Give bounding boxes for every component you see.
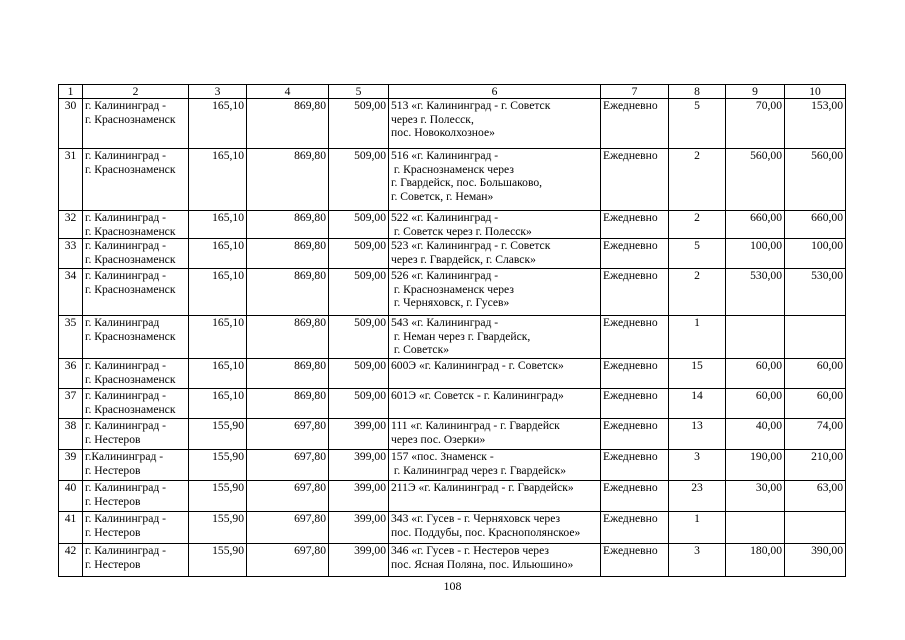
route-description-cell [389, 359, 601, 389]
column-header-10: 10 [785, 85, 846, 99]
column-9-cell: 190,00 [726, 450, 785, 481]
column-5-cell: 509,00 [329, 316, 389, 359]
route-description-cell [389, 99, 601, 149]
origin-destination-cell [83, 269, 189, 316]
column-10-cell [785, 316, 846, 359]
column-4-cell: 869,80 [247, 316, 329, 359]
column-5-cell: 509,00 [329, 389, 389, 419]
column-9-cell: 660,00 [726, 211, 785, 239]
route-description-cell-line: 523 «г. Калининград - г. Советск [391, 239, 551, 253]
schedule-cell: Ежедневно [601, 512, 669, 544]
origin-destination-cell-line: г. Нестеров [85, 525, 141, 539]
schedule-cell: Ежедневно [601, 239, 669, 269]
origin-destination-cell-line: г. Нестеров [85, 432, 141, 446]
route-description-cell-line: 513 «г. Калининград - г. Советск [391, 99, 551, 112]
route-description-cell-line: г. Неман через г. Гвардейск, [391, 329, 531, 343]
origin-destination-cell-line: г.Калининград - [85, 450, 164, 464]
column-9-cell: 530,00 [726, 269, 785, 316]
column-10-cell: 530,00 [785, 269, 846, 316]
column-3-cell: 155,90 [189, 512, 247, 544]
column-9-cell: 100,00 [726, 239, 785, 269]
schedule-cell: Ежедневно [601, 211, 669, 239]
route-description-cell-line: г. Калининград через г. Гвардейск» [391, 463, 567, 477]
origin-destination-cell-line: г. Калининград [85, 316, 160, 330]
route-description-cell [389, 239, 601, 269]
column-5-cell: 399,00 [329, 450, 389, 481]
column-3-cell: 155,90 [189, 481, 247, 512]
row-number-cell: 30 [59, 99, 83, 149]
column-8-cell: 1 [669, 512, 726, 544]
origin-destination-cell-line: г. Калининград - [85, 389, 167, 403]
schedule-cell: Ежедневно [601, 269, 669, 316]
column-9-cell: 70,00 [726, 99, 785, 149]
origin-destination-cell-line: г. Нестеров [85, 557, 141, 571]
table-row [59, 359, 846, 389]
route-description-cell [389, 389, 601, 419]
route-description-cell [389, 149, 601, 211]
column-9-cell: 560,00 [726, 149, 785, 211]
header-row [59, 85, 846, 99]
origin-destination-cell-line: г. Нестеров [85, 494, 141, 508]
origin-destination-cell-line: г. Краснознаменск [85, 329, 176, 343]
origin-destination-cell-line: г. Калининград - [85, 149, 167, 162]
row-number-cell: 39 [59, 450, 83, 481]
table-body [59, 99, 846, 577]
column-8-cell: 1 [669, 316, 726, 359]
column-10-cell: 660,00 [785, 211, 846, 239]
column-header-6: 6 [389, 85, 601, 99]
column-3-cell: 165,10 [189, 211, 247, 239]
schedule-cell: Ежедневно [601, 389, 669, 419]
schedule-cell: Ежедневно [601, 149, 669, 211]
column-header-2: 2 [83, 85, 189, 99]
column-5-cell: 509,00 [329, 99, 389, 149]
column-9-cell: 30,00 [726, 481, 785, 512]
table-row [59, 481, 846, 512]
route-description-cell-line: г. Черняховск, г. Гусев» [391, 296, 510, 310]
origin-destination-cell-line: г. Краснознаменск [85, 224, 176, 238]
column-3-cell: 165,10 [189, 149, 247, 211]
column-8-cell: 14 [669, 389, 726, 419]
column-3-cell: 165,10 [189, 316, 247, 359]
origin-destination-cell-line: г. Краснознаменск [85, 252, 176, 266]
column-5-cell: 509,00 [329, 239, 389, 269]
schedule-cell: Ежедневно [601, 419, 669, 450]
origin-destination-cell-line: г. Краснознаменск [85, 282, 176, 296]
route-description-cell-line: 343 «г. Гусев - г. Черняховск через [391, 512, 561, 526]
route-description-cell-line: г. Гвардейск, пос. Большаково, [391, 176, 543, 190]
route-description-cell-line: г. Советск через г. Полесск» [391, 224, 532, 238]
column-10-cell: 210,00 [785, 450, 846, 481]
column-4-cell: 697,80 [247, 450, 329, 481]
origin-destination-cell-line: г. Калининград - [85, 359, 167, 373]
route-description-cell-line: 211Э «г. Калининград - г. Гвардейск» [391, 481, 574, 495]
route-description-cell [389, 481, 601, 512]
page-number: 108 [443, 579, 462, 593]
route-description-cell [389, 544, 601, 577]
column-3-cell: 165,10 [189, 269, 247, 316]
origin-destination-cell [83, 211, 189, 239]
row-number-cell: 37 [59, 389, 83, 419]
column-header-8: 8 [669, 85, 726, 99]
column-10-cell: 60,00 [785, 389, 846, 419]
route-description-cell [389, 316, 601, 359]
route-description-cell-line: 526 «г. Калининград - [391, 269, 499, 283]
route-description-cell-line: пос. Поддубы, пос. Краснополянское» [391, 525, 581, 539]
route-description-cell-line: 601Э «г. Советск - г. Калининград» [391, 389, 564, 403]
origin-destination-cell-line: г. Калининград - [85, 512, 167, 526]
schedule-cell: Ежедневно [601, 359, 669, 389]
origin-destination-cell [83, 481, 189, 512]
column-8-cell: 13 [669, 419, 726, 450]
column-5-cell: 399,00 [329, 419, 389, 450]
column-8-cell: 23 [669, 481, 726, 512]
column-8-cell: 3 [669, 544, 726, 577]
origin-destination-cell-line: г. Калининград - [85, 211, 167, 224]
table-row [59, 316, 846, 359]
origin-destination-cell-line: г. Калининград - [85, 544, 167, 558]
route-description-cell-line: 522 «г. Калининград - [391, 211, 499, 224]
column-10-cell: 153,00 [785, 99, 846, 149]
origin-destination-cell-line: г. Краснознаменск [85, 112, 176, 126]
column-8-cell: 2 [669, 269, 726, 316]
column-9-cell: 60,00 [726, 359, 785, 389]
column-3-cell: 165,10 [189, 239, 247, 269]
column-header-9: 9 [726, 85, 785, 99]
row-number-cell: 31 [59, 149, 83, 211]
origin-destination-cell [83, 450, 189, 481]
column-4-cell: 869,80 [247, 269, 329, 316]
column-header-5: 5 [329, 85, 389, 99]
route-description-cell-line: 543 «г. Калининград - [391, 316, 499, 330]
column-8-cell: 3 [669, 450, 726, 481]
origin-destination-cell [83, 316, 189, 359]
table-row [59, 99, 846, 149]
column-5-cell: 509,00 [329, 149, 389, 211]
origin-destination-cell-line: г. Калининград - [85, 419, 167, 433]
route-description-cell-line: 516 «г. Калининград - [391, 149, 499, 162]
row-number-cell: 35 [59, 316, 83, 359]
origin-destination-cell [83, 359, 189, 389]
column-5-cell: 399,00 [329, 544, 389, 577]
column-8-cell: 5 [669, 239, 726, 269]
column-header-1: 1 [59, 85, 83, 99]
column-header-3: 3 [189, 85, 247, 99]
column-5-cell: 509,00 [329, 359, 389, 389]
schedule-cell: Ежедневно [601, 316, 669, 359]
column-header-4: 4 [247, 85, 329, 99]
row-number-cell: 41 [59, 512, 83, 544]
column-10-cell [785, 512, 846, 544]
row-number-cell: 32 [59, 211, 83, 239]
route-description-cell-line: г. Советск» [391, 343, 450, 357]
table-row [59, 450, 846, 481]
column-9-cell [726, 512, 785, 544]
route-description-cell-line: пос. Ясная Поляна, пос. Ильюшино» [391, 557, 574, 571]
origin-destination-cell [83, 419, 189, 450]
column-8-cell: 15 [669, 359, 726, 389]
column-8-cell: 2 [669, 149, 726, 211]
column-4-cell: 869,80 [247, 149, 329, 211]
table-row [59, 239, 846, 269]
column-4-cell: 869,80 [247, 99, 329, 149]
route-description-cell-line: через г. Гвардейск, г. Славск» [391, 252, 536, 266]
column-4-cell: 869,80 [247, 211, 329, 239]
column-8-cell: 2 [669, 211, 726, 239]
route-description-cell-line: г. Советск, г. Неман» [391, 189, 494, 203]
route-description-cell-line: 157 «пос. Знаменск - [391, 450, 494, 464]
column-10-cell: 560,00 [785, 149, 846, 211]
column-3-cell: 165,10 [189, 99, 247, 149]
column-9-cell: 40,00 [726, 419, 785, 450]
origin-destination-cell [83, 512, 189, 544]
route-description-cell [389, 450, 601, 481]
route-description-cell-line: 346 «г. Гусев - г. Нестеров через [391, 544, 549, 558]
row-number-cell: 34 [59, 269, 83, 316]
route-description-cell [389, 211, 601, 239]
origin-destination-cell-line: г. Калининград - [85, 269, 167, 283]
origin-destination-cell-line: г. Краснознаменск [85, 162, 176, 176]
column-3-cell: 155,90 [189, 450, 247, 481]
schedule-cell: Ежедневно [601, 481, 669, 512]
column-3-cell: 165,10 [189, 389, 247, 419]
column-5-cell: 399,00 [329, 481, 389, 512]
origin-destination-cell-line: г. Калининград - [85, 481, 167, 495]
origin-destination-cell-line: г. Краснознаменск [85, 372, 176, 386]
column-5-cell: 509,00 [329, 269, 389, 316]
column-4-cell: 869,80 [247, 359, 329, 389]
column-5-cell: 509,00 [329, 211, 389, 239]
table-row [59, 211, 846, 239]
route-description-cell-line: 600Э «г. Калининград - г. Советск» [391, 359, 564, 373]
route-description-cell-line: г. Краснознаменск через [391, 282, 514, 296]
route-description-cell-line: 111 «г. Калининград - г. Гвардейск [391, 419, 560, 433]
column-4-cell: 869,80 [247, 389, 329, 419]
origin-destination-cell [83, 239, 189, 269]
column-4-cell: 697,80 [247, 544, 329, 577]
column-4-cell: 697,80 [247, 481, 329, 512]
row-number-cell: 42 [59, 544, 83, 577]
origin-destination-cell [83, 99, 189, 149]
route-description-cell [389, 512, 601, 544]
origin-destination-cell [83, 389, 189, 419]
row-number-cell: 36 [59, 359, 83, 389]
origin-destination-cell [83, 544, 189, 577]
origin-destination-cell-line: г. Краснознаменск [85, 402, 176, 416]
column-3-cell: 165,10 [189, 359, 247, 389]
column-9-cell: 180,00 [726, 544, 785, 577]
column-8-cell: 5 [669, 99, 726, 149]
origin-destination-cell-line: г. Калининград - [85, 239, 167, 253]
origin-destination-cell-line: г. Калининград - [85, 99, 167, 112]
column-9-cell [726, 316, 785, 359]
route-description-cell-line: через пос. Озерки» [391, 432, 486, 446]
table-row [59, 512, 846, 544]
route-description-cell [389, 419, 601, 450]
column-4-cell: 697,80 [247, 419, 329, 450]
route-description-cell [389, 269, 601, 316]
table-row [59, 389, 846, 419]
column-4-cell: 869,80 [247, 239, 329, 269]
row-number-cell: 33 [59, 239, 83, 269]
routes-table [58, 84, 846, 577]
route-description-cell-line: г. Краснознаменск через [391, 162, 514, 176]
origin-destination-cell [83, 149, 189, 211]
row-number-cell: 38 [59, 419, 83, 450]
schedule-cell: Ежедневно [601, 99, 669, 149]
column-9-cell: 60,00 [726, 389, 785, 419]
schedule-cell: Ежедневно [601, 450, 669, 481]
column-3-cell: 155,90 [189, 544, 247, 577]
origin-destination-cell-line: г. Нестеров [85, 463, 141, 477]
table-row [59, 269, 846, 316]
route-description-cell-line: пос. Новоколхозное» [391, 126, 495, 140]
column-10-cell: 390,00 [785, 544, 846, 577]
table-row [59, 419, 846, 450]
column-4-cell: 697,80 [247, 512, 329, 544]
column-5-cell: 399,00 [329, 512, 389, 544]
column-10-cell: 74,00 [785, 419, 846, 450]
schedule-cell: Ежедневно [601, 544, 669, 577]
table-row [59, 149, 846, 211]
table-row [59, 544, 846, 577]
column-10-cell: 63,00 [785, 481, 846, 512]
column-header-7: 7 [601, 85, 669, 99]
route-description-cell-line: через г. Полесск, [391, 112, 474, 126]
column-10-cell: 60,00 [785, 359, 846, 389]
column-10-cell: 100,00 [785, 239, 846, 269]
column-3-cell: 155,90 [189, 419, 247, 450]
row-number-cell: 40 [59, 481, 83, 512]
